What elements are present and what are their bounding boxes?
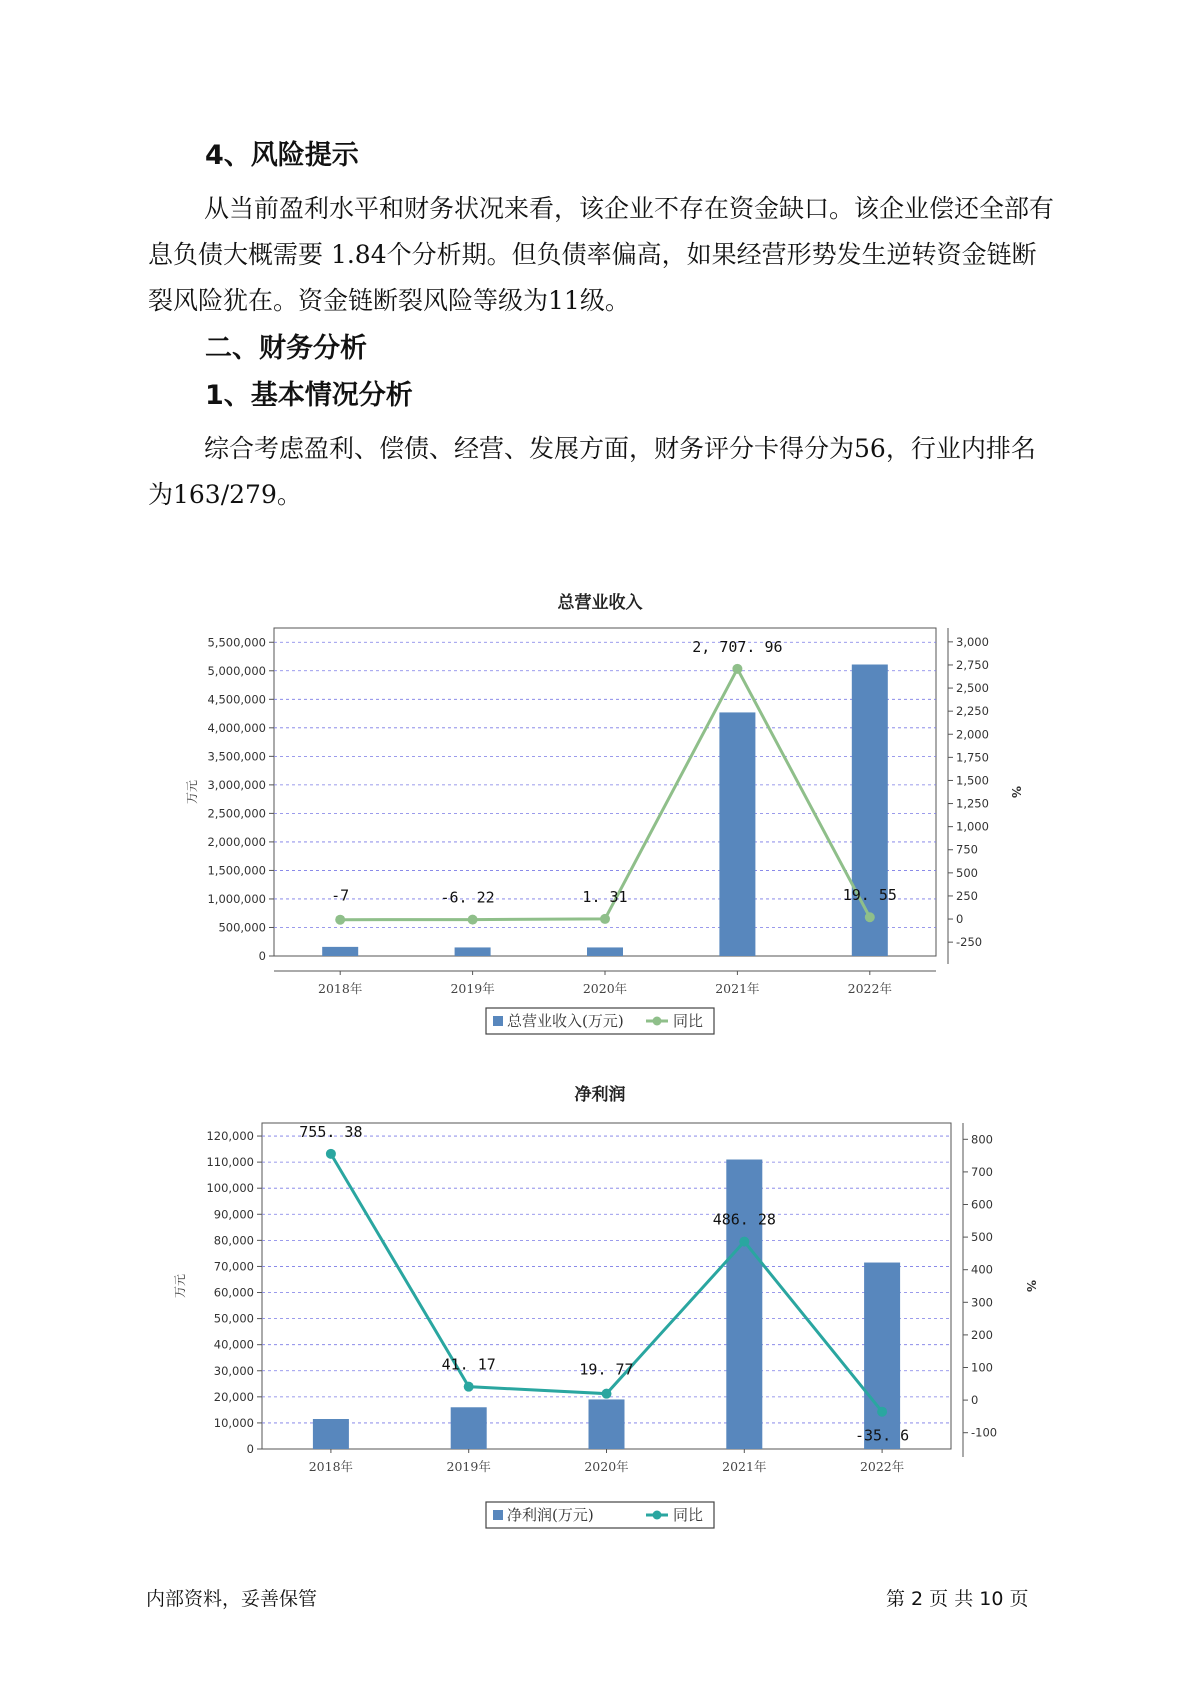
- x-tick-label: 2020年: [584, 1459, 629, 1474]
- chart-title: 净利润: [574, 1085, 626, 1105]
- right-tick-label: 500: [956, 865, 978, 880]
- legend-bar-swatch: [493, 1510, 503, 1520]
- data-label: 41. 17: [441, 1355, 496, 1374]
- right-tick-label: 800: [971, 1132, 993, 1147]
- left-tick-label: 1,000,000: [207, 891, 266, 906]
- right-tick-label: 600: [971, 1197, 993, 1212]
- bar: [313, 1419, 349, 1449]
- yoy-point: [335, 915, 345, 925]
- data-label: 1. 31: [582, 887, 628, 906]
- chart-title: 总营业收入: [557, 593, 643, 613]
- left-tick-label: 50,000: [213, 1311, 254, 1326]
- legend-bar-label: 净利润(万元): [507, 1506, 594, 1524]
- yoy-point: [600, 914, 610, 924]
- risk-paragraph: 从当前盈利水平和财务状况来看，该企业不存在资金缺口。该企业偿还全部有息负债大概需要 1.84个分析期。但负债率偏高，如果经营形势发生逆转资金链断裂风险犹在。资金链断裂风险等级为11级。: [148, 194, 1055, 315]
- right-tick-label: 400: [971, 1262, 993, 1277]
- left-tick-label: 90,000: [213, 1207, 254, 1222]
- legend-line-label: 同比: [673, 1012, 704, 1030]
- left-tick-label: 10,000: [213, 1415, 254, 1430]
- yoy-point: [326, 1149, 336, 1159]
- revenue-chart-container: [0, 580, 1191, 1044]
- right-tick-label: 750: [956, 842, 978, 857]
- bar: [587, 947, 623, 956]
- right-tick-label: 2,500: [956, 681, 989, 696]
- right-tick-label: -100: [971, 1425, 998, 1440]
- right-tick-label: 500: [971, 1230, 993, 1245]
- footer-page-number: 第 2 页 共 10 页: [886, 1588, 1029, 1610]
- x-tick-label: 2022年: [859, 1459, 905, 1474]
- profit-chart-container: [0, 1080, 1191, 1544]
- x-tick-label: 2021年: [715, 981, 760, 996]
- x-tick-label: 2018年: [308, 1459, 354, 1474]
- left-tick-label: 3,000,000: [207, 777, 266, 792]
- risk-heading: 4、风险提示: [205, 140, 359, 171]
- yoy-point: [877, 1407, 887, 1417]
- legend-bar-label: 总营业收入(万元): [507, 1012, 624, 1030]
- yoy-point: [739, 1237, 749, 1247]
- left-tick-label: 5,500,000: [207, 635, 266, 650]
- left-tick-label: 100,000: [206, 1181, 254, 1196]
- legend-bar-swatch: [493, 1016, 503, 1026]
- left-axis-label: 万元: [173, 1273, 187, 1299]
- left-tick-label: 2,500,000: [207, 806, 266, 821]
- bar: [589, 1399, 625, 1449]
- yoy-point: [732, 664, 742, 674]
- x-tick-label: 2019年: [450, 981, 495, 996]
- right-tick-label: 1,250: [956, 796, 989, 811]
- left-tick-label: 120,000: [206, 1129, 254, 1144]
- x-tick-label: 2019年: [446, 1459, 491, 1474]
- right-tick-label: -250: [956, 935, 983, 950]
- right-tick-label: 700: [971, 1164, 993, 1179]
- x-tick-label: 2018年: [318, 981, 363, 996]
- left-tick-label: 4,500,000: [207, 692, 266, 707]
- right-tick-label: 300: [971, 1295, 993, 1310]
- bar: [322, 947, 358, 956]
- left-tick-label: 60,000: [213, 1285, 254, 1300]
- left-tick-label: 30,000: [213, 1363, 254, 1378]
- data-label: -6. 22: [440, 888, 495, 907]
- right-tick-label: 0: [971, 1393, 979, 1408]
- right-tick-label: 200: [971, 1327, 993, 1342]
- net-profit-chart: [0, 1080, 1191, 1540]
- left-tick-label: 20,000: [213, 1389, 254, 1404]
- left-tick-label: 3,500,000: [207, 749, 266, 764]
- footer-confidential: 内部资料，妥善保管: [146, 1588, 318, 1610]
- right-tick-label: 1,500: [956, 773, 989, 788]
- data-label: -7: [331, 886, 350, 905]
- data-label: 486. 28: [712, 1210, 776, 1229]
- left-tick-label: 2,000,000: [207, 834, 266, 849]
- right-tick-label: 1,750: [956, 750, 989, 765]
- right-tick-label: 0: [956, 912, 964, 927]
- yoy-line: [340, 669, 870, 920]
- right-tick-label: 2,750: [956, 657, 989, 672]
- x-tick-label: 2020年: [582, 981, 628, 996]
- yoy-point: [464, 1382, 474, 1392]
- right-axis-label: %: [1024, 1279, 1038, 1293]
- left-axis-label: 万元: [185, 779, 199, 805]
- right-axis-label: %: [1009, 785, 1023, 799]
- bar: [455, 947, 491, 956]
- right-tick-label: 3,000: [956, 634, 989, 649]
- bar: [864, 1263, 900, 1449]
- right-tick-label: 100: [971, 1360, 993, 1375]
- right-tick-label: 250: [956, 888, 978, 903]
- x-tick-label: 2022年: [847, 981, 892, 996]
- basic-paragraph: 综合考虑盈利、偿债、经营、发展方面，财务评分卡得分为56，行业内排名为163/279。: [148, 434, 1036, 509]
- yoy-point: [602, 1389, 612, 1399]
- left-tick-label: 80,000: [213, 1233, 254, 1248]
- x-tick-label: 2021年: [722, 1459, 767, 1474]
- left-tick-label: 110,000: [206, 1155, 254, 1170]
- legend-line-label: 同比: [673, 1506, 704, 1524]
- data-label: 19. 55: [842, 886, 897, 905]
- right-tick-label: 2,000: [956, 727, 989, 742]
- revenue-chart: [0, 580, 1191, 1040]
- left-tick-label: 4,000,000: [207, 720, 266, 735]
- left-tick-label: 0: [258, 949, 266, 963]
- plot-frame: [274, 628, 936, 956]
- basic-heading: 1、基本情况分析: [205, 380, 413, 411]
- yoy-point: [865, 912, 875, 922]
- bar: [726, 1160, 762, 1449]
- bar: [451, 1407, 487, 1449]
- data-label: -35. 6: [855, 1426, 910, 1445]
- left-tick-label: 70,000: [213, 1259, 254, 1274]
- left-tick-label: 0: [246, 1442, 254, 1456]
- data-label: 19. 77: [579, 1360, 634, 1379]
- legend-line-marker: [653, 1511, 662, 1520]
- left-tick-label: 40,000: [213, 1337, 254, 1352]
- bar: [719, 712, 755, 956]
- legend-line-marker: [653, 1017, 662, 1026]
- left-tick-label: 500,000: [218, 920, 266, 935]
- right-tick-label: 1,000: [956, 819, 989, 834]
- data-label: 755. 38: [299, 1122, 363, 1141]
- data-label: 2, 707. 96: [692, 637, 783, 656]
- finance-heading: 二、财务分析: [205, 333, 367, 364]
- left-tick-label: 5,000,000: [207, 663, 266, 678]
- yoy-point: [468, 915, 478, 925]
- left-tick-label: 1,500,000: [207, 863, 266, 878]
- right-tick-label: 2,250: [956, 704, 989, 719]
